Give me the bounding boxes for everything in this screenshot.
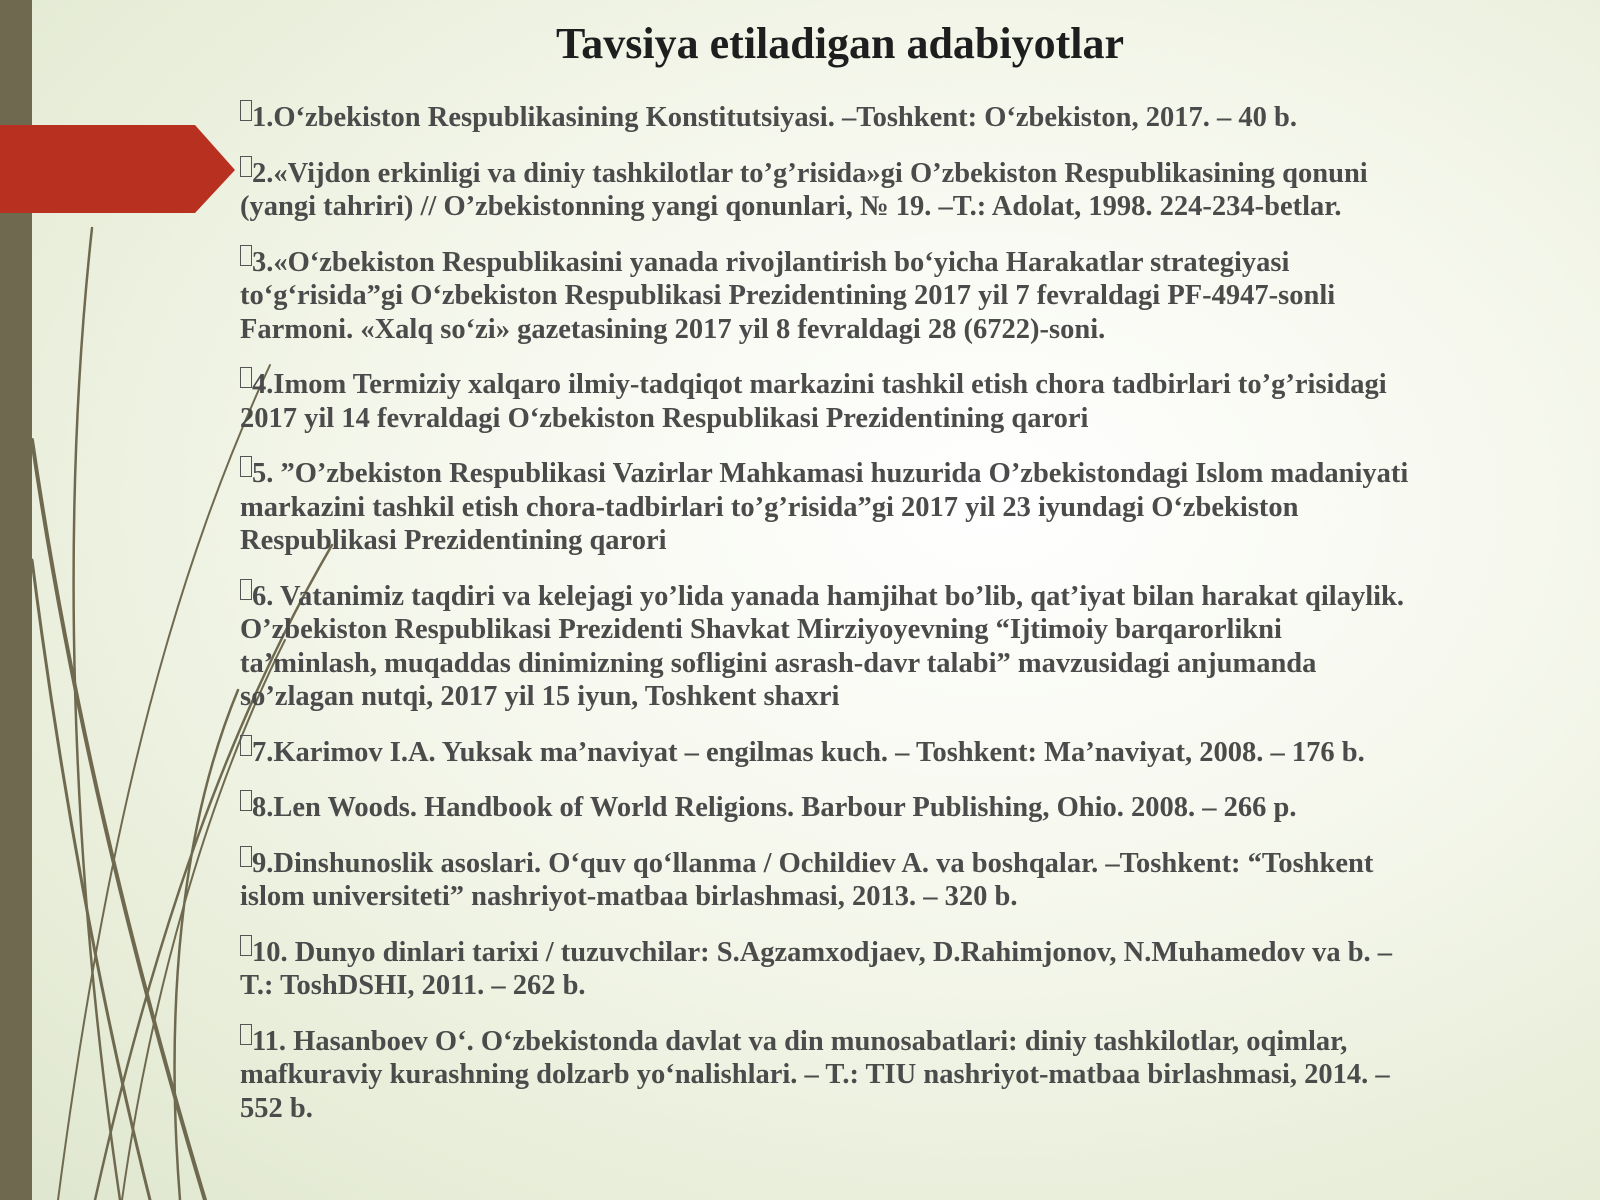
reference-line: 552 b.	[240, 1092, 313, 1124]
reference-line: 2017 yil 14 fevraldagi O‘zbekiston Respublikasi Prezidentining qarori	[240, 402, 1089, 434]
reference-line: ta’minlash, muqaddas dinimizning sofligini asrash-davr talabi” mavzusidagi anjumanda	[240, 647, 1317, 679]
reference-line: 6. Vatanimiz taqdiri va kelejagi yo’lida yanada hamjihat bo’lib, qat’iyat bilan harakat qilaylik.	[252, 580, 1405, 612]
bullet-box-icon	[240, 245, 252, 266]
reference-line: 3.«O‘zbekiston Respublikasini yanada rivojlantirish bo‘yicha Harakatlar strategiyasi	[252, 246, 1290, 278]
reference-line: islom universiteti” nashriyot-matbaa birlashmasi, 2013. – 320 b.	[240, 881, 1018, 912]
bullet-box-icon	[240, 935, 252, 956]
red-arrow-shape	[0, 125, 235, 213]
reference-line: 5. ”O’zbekiston Respublikasi Vazirlar Mahkamasi huzurida O’zbekistondagi Islom madaniyati	[252, 458, 1409, 489]
reference-line: T.: ToshDSHI, 2011. – 262 b.	[240, 970, 586, 1001]
reference-line: mafkuraviy kurashning dolzarb yo‘nalishlari. – T.: TIU nashriyot-matbaa birlashmasi, 2014. –	[240, 1059, 1390, 1090]
reference-item	[240, 735, 1600, 770]
reference-line: 10. Dunyo dinlari tarixi / tuzuvchilar: S.Agzamxodjaev, D.Rahimjonov, N.Muhamedov va b. –	[252, 936, 1393, 968]
reference-line: so’zlagan nutqi, 2017 yil 15 iyun, Toshkent shaxri	[240, 681, 840, 712]
reference-line: 7.Karimov I.A. Yuksak ma’naviyat – engilmas kuch. – Toshkent: Ma’naviyat, 2008. – 176 b.	[252, 736, 1365, 768]
reference-line: 11. Hasanboev O‘. O‘zbekistonda davlat va din munosabatlari: diniy tashkilotlar, oqimlar,	[252, 1025, 1348, 1057]
reference-line: 4.Imom Termiziy xalqaro ilmiy-tadqiqot markazini tashkil etish chora tadbirlari to’g’risidagi	[252, 369, 1387, 400]
bullet-box-icon	[240, 100, 252, 121]
reference-line: O’zbekiston Respublikasi Prezidenti Shavkat Mirziyoyevning “Ijtimoiy barqarorlikni	[240, 614, 1282, 645]
bullet-box-icon	[240, 579, 252, 600]
bullet-box-icon	[240, 735, 252, 756]
reference-line: (yangi tahriri) // O’zbekistonning yangi qonunlari, № 19. –T.: Adolat, 1998. 224-234-betlar.	[240, 191, 1342, 222]
reference-item	[240, 846, 1600, 914]
bullet-box-icon	[240, 156, 252, 177]
reference-line: 1.O‘zbekiston Respublikasining Konstitutsiyasi. –Toshkent: O‘zbekiston, 2017. – 40 b.	[252, 102, 1297, 133]
bullet-box-icon	[240, 846, 252, 867]
reference-item	[240, 367, 1600, 435]
reference-line: markazini tashkil etish chora-tadbirlari to’g’risida”gi 2017 yil 23 iyundagi O‘zbekiston	[240, 491, 1299, 523]
reference-line: 8.Len Woods. Handbook of World Religions. Barbour Publishing, Ohio. 2008. – 266 p.	[252, 792, 1297, 823]
bullet-box-icon	[240, 1024, 252, 1045]
reference-item	[240, 456, 1600, 558]
reference-line: 9.Dinshunoslik asoslari. O‘quv qo‘llanma / Ochildiev A. va boshqalar. –Toshkent: “Toshkent	[252, 847, 1374, 879]
reference-item	[240, 1024, 1600, 1126]
reference-item	[240, 935, 1600, 1003]
reference-item	[240, 790, 1600, 825]
reference-line: 2.«Vijdon erkinligi va diniy tashkilotlar to’g’risida»gi O’zbekiston Respublikasining qonuni	[252, 157, 1368, 189]
reference-item	[240, 156, 1600, 224]
reference-item	[240, 579, 1600, 714]
reference-item	[240, 100, 1600, 135]
reference-item	[240, 245, 1600, 347]
slide-title: Tavsiya etiladigan adabiyotlar	[555, 19, 1125, 68]
bullet-box-icon	[240, 790, 252, 811]
bullet-box-icon	[240, 367, 252, 388]
reference-line: Respublikasi Prezidentining qarori	[240, 525, 667, 556]
reference-line: Farmoni. «Xalq so‘zi» gazetasining 2017 yil 8 fevraldagi 28 (6722)-soni.	[240, 313, 1106, 345]
reference-list	[240, 100, 1600, 1146]
bullet-box-icon	[240, 456, 252, 477]
reference-line: to‘g‘risida”gi O‘zbekiston Respublikasi Prezidentining 2017 yil 7 fevraldagi PF-4947-sonli	[240, 280, 1336, 311]
